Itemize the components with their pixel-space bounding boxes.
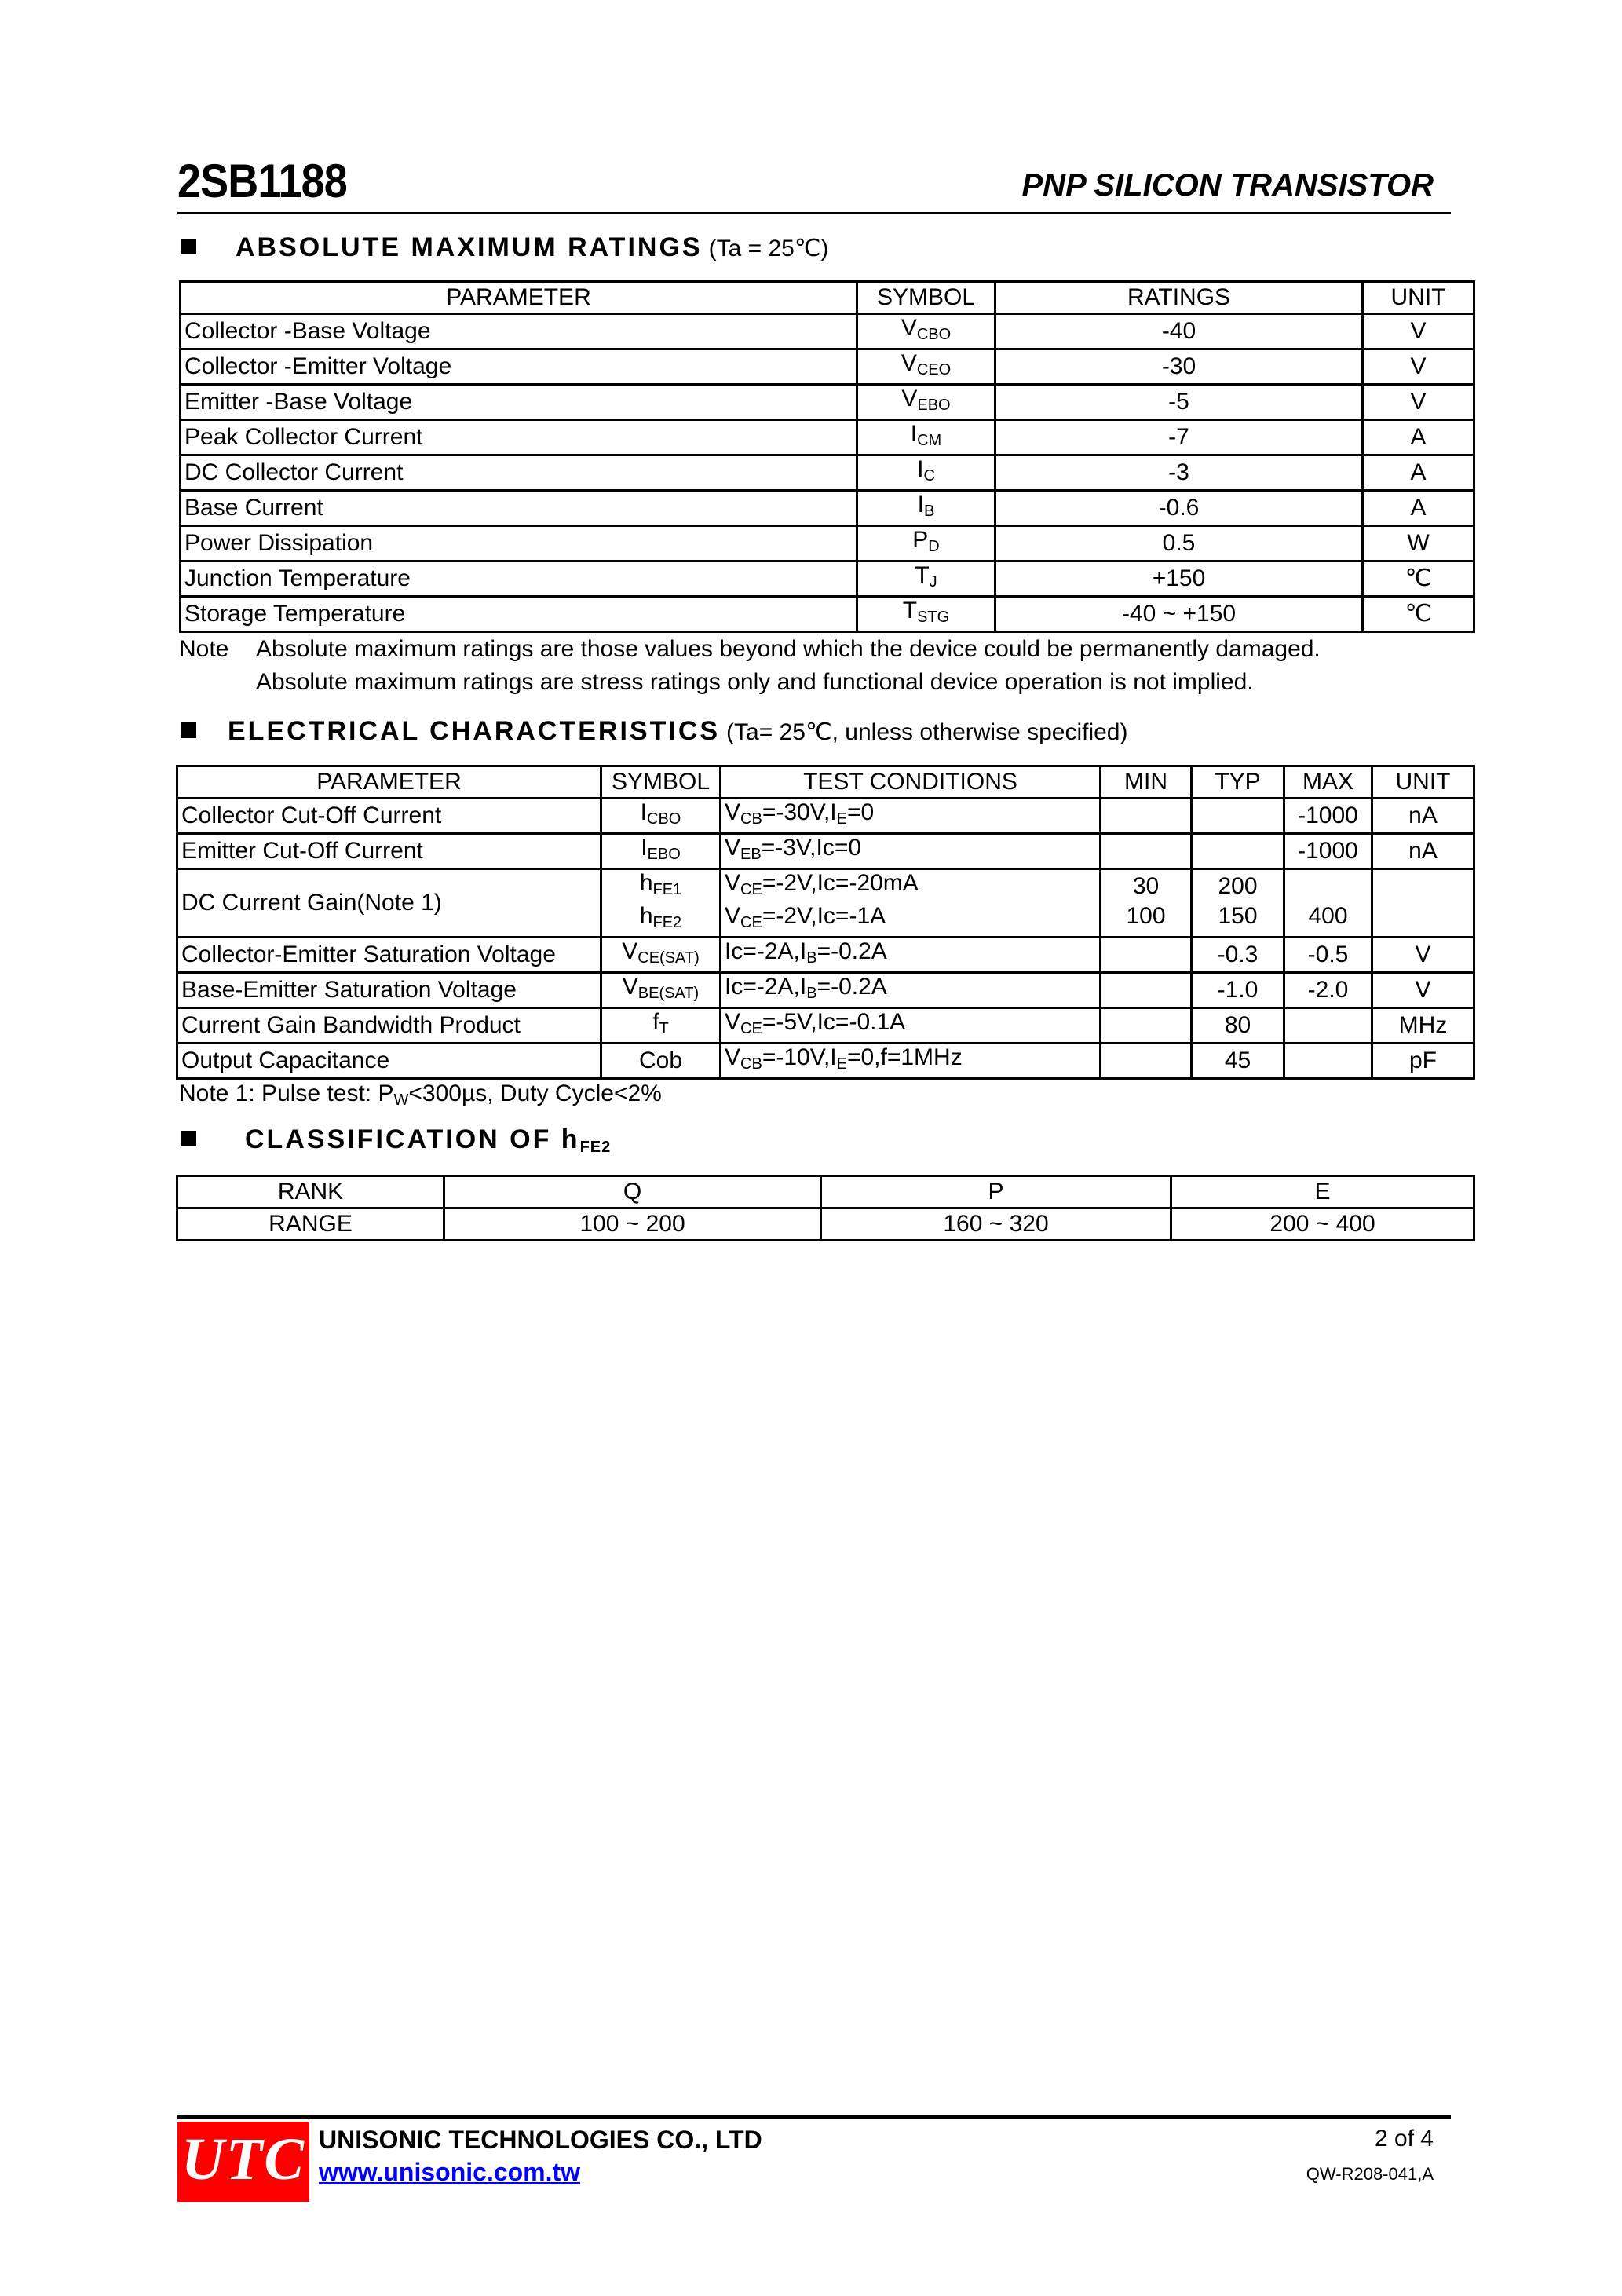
symbol-subscript: FE2: [652, 914, 682, 931]
rating-cell: -0.6: [995, 491, 1363, 526]
unit-cell: MHz: [1372, 1008, 1474, 1044]
rating-cell: -3: [995, 455, 1363, 491]
condition-subscript: CE: [740, 1020, 762, 1037]
symbol-letter: I: [917, 492, 924, 517]
max-cell: [1284, 1044, 1372, 1079]
col-header-ratings: RATINGS: [995, 282, 1363, 314]
condition-text: =-30V,I: [762, 799, 837, 825]
rating-cell: -7: [995, 420, 1363, 455]
rank-q: Q: [444, 1176, 821, 1208]
min-cell: [1101, 938, 1192, 973]
classification-heading: [181, 1124, 611, 1157]
symbol-subscript: BE(SAT): [637, 985, 700, 1002]
condition-subscript: B: [806, 949, 817, 967]
symbol-subscript: CM: [917, 432, 942, 449]
typ-cell: -0.3: [1192, 938, 1284, 973]
symbol-subscript: CEO: [916, 361, 952, 378]
table-row: [177, 869, 1474, 938]
header-rule: [177, 212, 1451, 214]
unit-cell: V: [1363, 349, 1474, 385]
condition-text: =-2V,Ic=-1A: [762, 903, 886, 929]
unit-cell: V: [1372, 938, 1474, 973]
page-number: 2 of 4: [1374, 2126, 1434, 2152]
condition-text: =-10V,I: [762, 1044, 837, 1070]
col-header-min: MIN: [1101, 766, 1192, 799]
symbol-cell: [857, 349, 995, 385]
condition-text: V: [725, 1009, 741, 1035]
table-row: [177, 973, 1474, 1008]
parameter-cell: Emitter Cut-Off Current: [177, 834, 601, 869]
range-q: 100 ~ 200: [444, 1208, 821, 1241]
unit-cell: nA: [1372, 834, 1474, 869]
rating-cell: -40 ~ +150: [995, 597, 1363, 632]
condition-subscript: CE: [740, 914, 762, 931]
symbol-subscript: B: [924, 503, 935, 520]
symbol-letter: I: [910, 421, 918, 447]
max-cell: -2.0: [1284, 973, 1372, 1008]
symbol-letter: V: [901, 386, 918, 411]
col-header-typ: TYP: [1192, 766, 1284, 799]
col-header-unit: UNIT: [1363, 282, 1474, 314]
symbol-line: [605, 903, 716, 936]
condition-subscript: CB: [740, 1055, 762, 1073]
condition-subscript: CE: [740, 881, 762, 898]
parameter-cell: Emitter -Base Voltage: [181, 385, 857, 420]
parameter-cell: Collector-Emitter Saturation Voltage: [177, 938, 601, 973]
test-condition-cell: [721, 938, 1101, 973]
test-condition-cell: [721, 834, 1101, 869]
unit-cell: A: [1363, 491, 1474, 526]
abs-max-title: ABSOLUTE MAXIMUM RATINGS: [236, 232, 703, 262]
condition-subscript: E: [836, 1055, 847, 1073]
condition-text: Ic=-2A,I: [725, 974, 807, 1000]
table-header-row: [177, 766, 1474, 799]
typ-cell: [1192, 834, 1284, 869]
min-value: 30: [1132, 873, 1160, 899]
range-p: 160 ~ 320: [821, 1208, 1171, 1241]
symbol-letter: V: [901, 315, 917, 341]
min-cell: [1101, 834, 1192, 869]
parameter-cell: Collector -Base Voltage: [181, 314, 857, 349]
company-website-link[interactable]: www.unisonic.com.tw: [319, 2158, 581, 2186]
max-cell: -0.5: [1284, 938, 1372, 973]
symbol-cell: [601, 1044, 721, 1079]
unit-cell: A: [1363, 455, 1474, 491]
test-condition-cell: [721, 1008, 1101, 1044]
typ-value: 200: [1218, 873, 1258, 899]
symbol-subscript: T: [659, 1020, 669, 1037]
note1-text-a: Note 1: Pulse test: P: [179, 1080, 394, 1106]
classification-title: CLASSIFICATION OF h: [245, 1124, 580, 1154]
parameter-cell: Output Capacitance: [177, 1044, 601, 1079]
footer-rule: [177, 2115, 1451, 2119]
part-number: 2SB1188: [177, 155, 347, 207]
elec-title: ELECTRICAL CHARACTERISTICS: [228, 716, 721, 746]
document-number: QW-R208-041,A: [1306, 2164, 1434, 2184]
parameter-cell: Current Gain Bandwidth Product: [177, 1008, 601, 1044]
abs-max-rows: [181, 314, 1474, 632]
rating-cell: -5: [995, 385, 1363, 420]
parameter-cell: Peak Collector Current: [181, 420, 857, 455]
bullet-square-icon: [181, 1131, 196, 1146]
abs-note-line2: Absolute maximum ratings are stress ratings only and functional device operation is not implied.: [256, 669, 1254, 695]
symbol-letter: f: [652, 1009, 659, 1035]
symbol-letter: I: [641, 835, 648, 861]
max-cell: [1284, 869, 1372, 938]
rating-cell: -40: [995, 314, 1363, 349]
table-row: [177, 1008, 1474, 1044]
unit-cell: [1372, 869, 1474, 938]
condition-text: =0: [846, 799, 875, 825]
rating-cell: -30: [995, 349, 1363, 385]
unit-cell: ℃: [1363, 561, 1474, 597]
symbol-subscript: CBO: [647, 810, 681, 828]
parameter-cell: Junction Temperature: [181, 561, 857, 597]
condition-line: [725, 870, 1096, 903]
col-header-symbol: SYMBOL: [857, 282, 995, 314]
product-type: PNP SILICON TRANSISTOR: [1021, 168, 1434, 203]
typ-value: 150: [1218, 903, 1258, 929]
symbol-subscript: C: [923, 467, 935, 484]
unit-cell: V: [1363, 314, 1474, 349]
symbol-subscript: D: [928, 538, 940, 555]
condition-subscript: E: [836, 810, 847, 828]
typ-cell: -1.0: [1192, 973, 1284, 1008]
table-header-row: [181, 282, 1474, 314]
symbol-subscript: EBO: [647, 846, 681, 863]
table-row: [181, 597, 1474, 632]
symbol-cell: [857, 561, 995, 597]
condition-subscript: EB: [740, 846, 762, 863]
symbol-letter: V: [622, 974, 638, 1000]
symbol-letter: V: [901, 350, 917, 376]
parameter-cell: Collector Cut-Off Current: [177, 799, 601, 834]
max-value: [1288, 873, 1368, 903]
rating-cell: +150: [995, 561, 1363, 597]
symbol-letter: T: [915, 562, 930, 588]
symbol-cell: [601, 799, 721, 834]
table-row: [177, 834, 1474, 869]
table-row: [181, 491, 1474, 526]
bullet-square-icon: [181, 722, 196, 738]
bullet-square-icon: [181, 239, 196, 254]
max-value: 400: [1308, 903, 1348, 929]
symbol-letter: h: [639, 870, 653, 896]
pulse-test-note: [179, 1080, 662, 1110]
condition-text: =-5V,Ic=-0.1A: [762, 1009, 906, 1035]
min-cell: [1101, 1044, 1192, 1079]
unit-cell: V: [1372, 973, 1474, 1008]
typ-cell: 80: [1192, 1008, 1284, 1044]
parameter-cell: DC Current Gain(Note 1): [177, 869, 601, 938]
col-header-test-conditions: TEST CONDITIONS: [721, 766, 1101, 799]
symbol-cell: [857, 385, 995, 420]
max-cell: [1284, 1008, 1372, 1044]
symbol-cell: [857, 455, 995, 491]
rank-p: P: [821, 1176, 1171, 1208]
parameter-cell: Base Current: [181, 491, 857, 526]
elec-rows: [177, 799, 1474, 1079]
test-condition-cell: [721, 973, 1101, 1008]
parameter-cell: DC Collector Current: [181, 455, 857, 491]
test-condition-cell: [721, 799, 1101, 834]
table-row: [181, 349, 1474, 385]
symbol-letter: I: [917, 456, 924, 482]
condition-text: =-0.2A: [816, 974, 887, 1000]
symbol-letter: P: [912, 527, 929, 553]
condition-text: =-0.2A: [816, 938, 887, 964]
symbol-cell: [857, 597, 995, 632]
rank-e: E: [1171, 1176, 1474, 1208]
col-header-symbol: SYMBOL: [601, 766, 721, 799]
condition-text: Ic=-2A,I: [725, 938, 807, 964]
range-row: [177, 1208, 1474, 1241]
elec-table: [176, 765, 1475, 1080]
symbol-cell: [857, 491, 995, 526]
min-value: 100: [1126, 903, 1166, 929]
utc-logo-text: UTC: [181, 2126, 305, 2192]
max-cell: -1000: [1284, 799, 1372, 834]
min-cell: [1101, 869, 1192, 938]
company-name: UNISONIC TECHNOLOGIES CO., LTD: [319, 2126, 762, 2154]
table-row: [177, 1044, 1474, 1079]
parameter-cell: Power Dissipation: [181, 526, 857, 561]
classification-title-sub: FE2: [579, 1139, 612, 1156]
rating-cell: 0.5: [995, 526, 1363, 561]
abs-max-condition: (Ta = 25℃): [708, 236, 829, 261]
symbol-subscript: EBO: [917, 397, 951, 414]
rank-row: [177, 1176, 1474, 1208]
condition-subscript: CB: [740, 810, 762, 828]
symbol-letter: T: [902, 598, 918, 623]
symbol-cell: [857, 526, 995, 561]
min-cell: [1101, 799, 1192, 834]
min-cell: [1101, 1008, 1192, 1044]
typ-cell: [1192, 869, 1284, 938]
condition-text: =-3V,Ic=0: [761, 835, 862, 861]
parameter-cell: Collector -Emitter Voltage: [181, 349, 857, 385]
symbol-cell: [601, 1008, 721, 1044]
table-row: [181, 455, 1474, 491]
symbol-subscript: J: [929, 573, 937, 590]
min-cell: [1101, 973, 1192, 1008]
abs-note-label: Note: [179, 636, 229, 662]
range-label: RANGE: [177, 1208, 444, 1241]
symbol-cell: [601, 869, 721, 938]
unit-cell: pF: [1372, 1044, 1474, 1079]
unit-cell: V: [1363, 385, 1474, 420]
condition-text: V: [725, 903, 741, 929]
symbol-letter: V: [622, 938, 638, 964]
typ-cell: [1192, 799, 1284, 834]
abs-max-table: [179, 280, 1475, 633]
symbol-subscript: STG: [917, 609, 950, 626]
range-e: 200 ~ 400: [1171, 1208, 1474, 1241]
col-header-max: MAX: [1284, 766, 1372, 799]
max-cell: -1000: [1284, 834, 1372, 869]
symbol-subscript: CE(SAT): [637, 949, 700, 967]
classification-table: [176, 1175, 1475, 1241]
abs-max-heading: [181, 232, 829, 263]
table-row: [181, 314, 1474, 349]
symbol-letter: h: [639, 903, 653, 929]
unit-cell: A: [1363, 420, 1474, 455]
test-condition-cell: [721, 1044, 1101, 1079]
symbol-subscript: FE1: [652, 881, 682, 898]
symbol-subscript: CBO: [916, 326, 952, 343]
symbol-cell: [601, 834, 721, 869]
condition-text: V: [725, 799, 741, 825]
elec-condition: (Ta= 25℃, unless otherwise specified): [726, 719, 1128, 745]
symbol-cell: [601, 938, 721, 973]
table-row: [177, 938, 1474, 973]
table-row: [177, 799, 1474, 834]
elec-heading: [181, 716, 1127, 747]
unit-cell: W: [1363, 526, 1474, 561]
table-row: [181, 385, 1474, 420]
symbol-line: [605, 870, 716, 903]
table-row: [181, 526, 1474, 561]
unit-cell: nA: [1372, 799, 1474, 834]
condition-text: =-2V,Ic=-20mA: [762, 870, 919, 896]
table-row: [181, 561, 1474, 597]
condition-text: =0,f=1MHz: [846, 1044, 963, 1070]
typ-cell: 45: [1192, 1044, 1284, 1079]
parameter-cell: Storage Temperature: [181, 597, 857, 632]
condition-text: V: [725, 870, 741, 896]
symbol-cell: [857, 314, 995, 349]
col-header-parameter: PARAMETER: [177, 766, 601, 799]
unit-cell: ℃: [1363, 597, 1474, 632]
note1-sub: W: [393, 1091, 409, 1109]
table-row: [181, 420, 1474, 455]
note1-text-b: <300µs, Duty Cycle<2%: [408, 1080, 662, 1106]
test-condition-cell: [721, 869, 1101, 938]
condition-text: V: [725, 835, 741, 861]
rank-label: RANK: [177, 1176, 444, 1208]
parameter-cell: Base-Emitter Saturation Voltage: [177, 973, 601, 1008]
symbol-cell: [857, 420, 995, 455]
condition-text: V: [725, 1044, 741, 1070]
symbol-letter: Cob: [638, 1047, 683, 1073]
abs-note-line1: Absolute maximum ratings are those values beyond which the device could be permanently damaged.: [256, 636, 1321, 662]
symbol-cell: [601, 973, 721, 1008]
col-header-unit: UNIT: [1372, 766, 1474, 799]
symbol-letter: I: [640, 799, 647, 825]
condition-subscript: B: [806, 985, 817, 1002]
condition-line: [725, 903, 1096, 936]
col-header-parameter: PARAMETER: [181, 282, 857, 314]
